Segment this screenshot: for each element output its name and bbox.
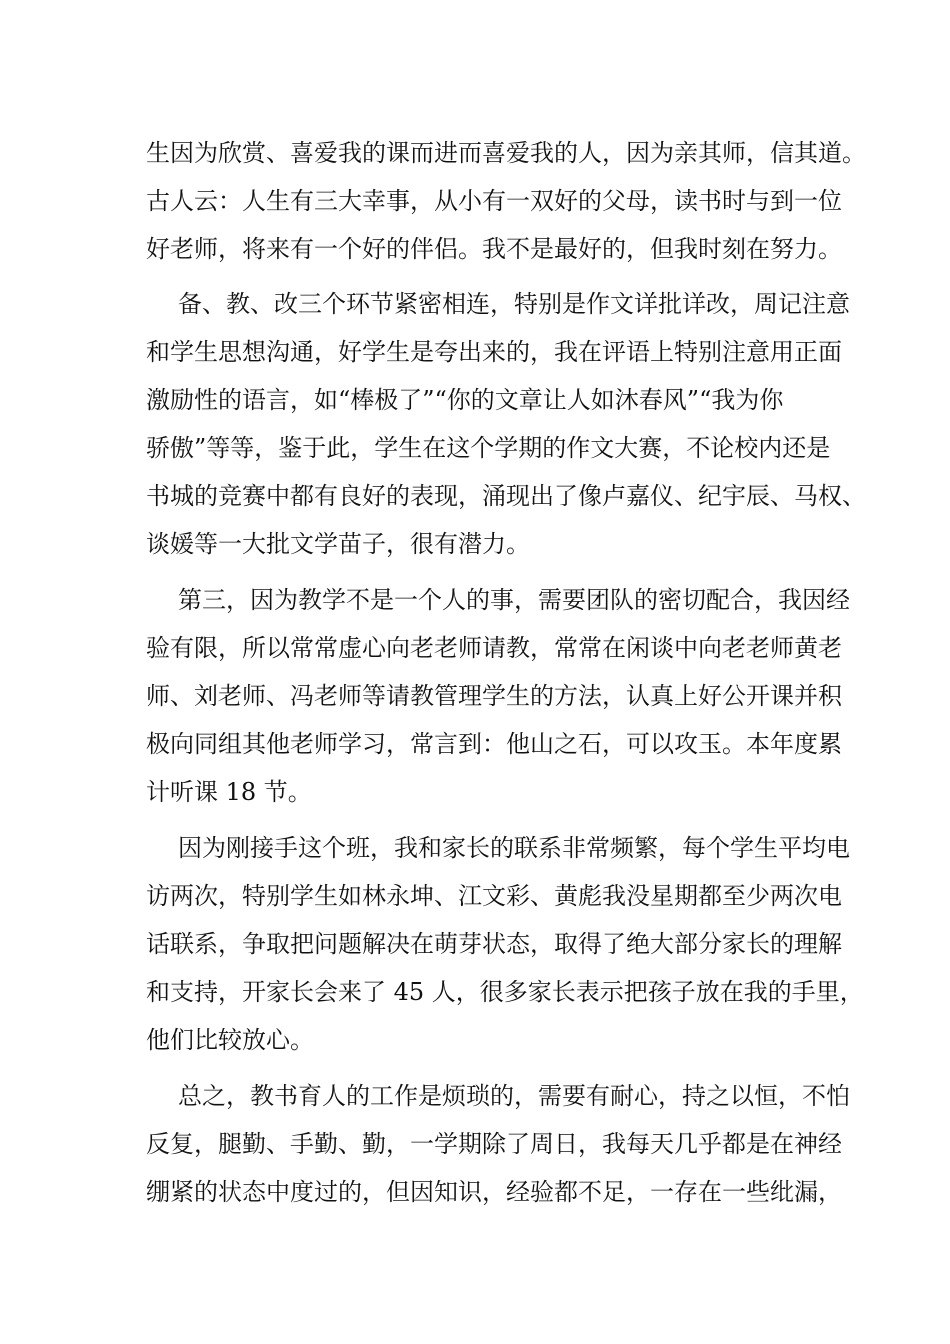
text-line: 骄傲”等等，鉴于此，学生在这个学期的作文大赛，不论校内还是	[146, 434, 831, 462]
text-line: 激励性的语言，如“棒极了”“你的文章让人如沐春风”“我为你	[146, 386, 784, 414]
text-line: 绷紧的状态中度过的，但因知识，经验都不足，一存在一些纰漏，	[146, 1178, 842, 1206]
text-line: 话联系，争取把问题解决在萌芽状态，取得了绝大部分家长的理解	[146, 930, 842, 958]
text-line: 谈媛等一大批文学苗子，很有潜力。	[146, 530, 530, 558]
text-line: 书城的竞赛中都有良好的表现，涌现出了像卢嘉仪、纪宇辰、马权、	[146, 482, 866, 510]
text-line: 生因为欣赏、喜爱我的课而进而喜爱我的人，因为亲其师，信其道。	[146, 139, 866, 167]
text-line: 反复，腿勤、手勤、勤，一学期除了周日，我每天几乎都是在神经	[146, 1130, 842, 1158]
text-line: 古人云：人生有三大幸事，从小有一双好的父母，读书时与到一位	[146, 187, 842, 215]
text-line: 验有限，所以常常虚心向老老师请教，常常在闲谈中向老老师黄老	[146, 634, 842, 662]
text-line: 极向同组其他老师学习，常言到：他山之石，可以攻玉。本年度累	[146, 730, 842, 758]
text-line: 好老师，将来有一个好的伴侣。我不是最好的，但我时刻在努力。	[146, 235, 842, 263]
text-line: 师、刘老师、冯老师等请教管理学生的方法，认真上好公开课并积	[146, 682, 842, 710]
text-line: 他们比较放心。	[146, 1026, 314, 1054]
text-line: 因为刚接手这个班，我和家长的联系非常频繁，每个学生平均电	[178, 834, 850, 862]
text-line: 总之，教书育人的工作是烦琐的，需要有耐心，持之以恒，不怕	[178, 1082, 850, 1110]
text-line: 备、教、改三个环节紧密相连，特别是作文详批详改，周记注意	[178, 290, 850, 318]
text-line: 和学生思想沟通，好学生是夸出来的，我在评语上特别注意用正面	[146, 338, 842, 366]
text-line: 访两次，特别学生如林永坤、江文彩、黄彪我没星期都至少两次电	[146, 882, 842, 910]
text-line: 计听课 18 节。	[146, 778, 312, 806]
text-line: 第三，因为教学不是一个人的事，需要团队的密切配合，我因经	[178, 586, 850, 614]
text-line: 和支持，开家长会来了 45 人，很多家长表示把孩子放在我的手里，	[146, 978, 864, 1006]
